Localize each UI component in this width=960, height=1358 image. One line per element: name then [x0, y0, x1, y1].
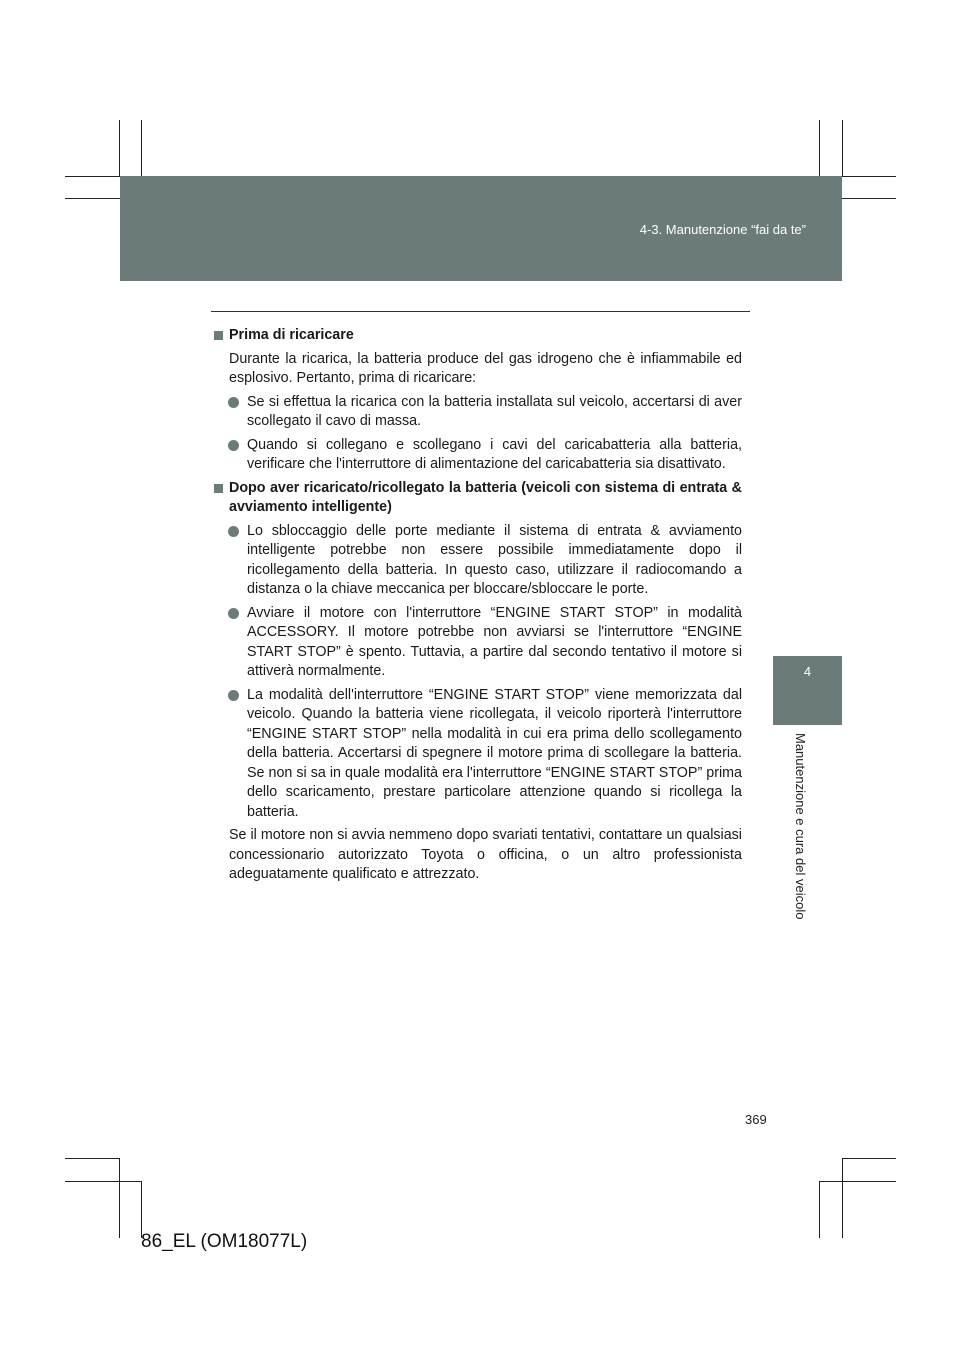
- crop-mark: [119, 120, 120, 176]
- list-item-text: Avviare il motore con l'interruttore “ENGINE START STOP” in modalità ACCESSORY. Il motore potrebbe non avviarsi se l'interruttore “ENGINE START STOP” è spento. Tuttavia, a partire dal secondo tentativo il motore si attiverà normalmente.: [247, 604, 742, 679]
- square-bullet-icon: [214, 484, 223, 493]
- heading-text: Dopo aver ricaricato/ricollegato la batteria (veicoli con sistema di entrata & avviamento intelligente): [229, 479, 742, 515]
- crop-mark: [65, 1181, 141, 1182]
- header-band: [120, 176, 842, 281]
- list-item: [214, 393, 742, 432]
- crop-mark: [65, 1158, 120, 1159]
- crop-mark: [65, 176, 120, 177]
- crop-mark: [842, 1158, 843, 1238]
- section-title: 4-3. Manutenzione “fai da te”: [639, 222, 806, 237]
- crop-mark: [819, 120, 820, 176]
- crop-mark: [819, 1181, 820, 1238]
- crop-mark: [819, 1181, 896, 1182]
- list-item-text: Quando si collegano e scollegano i cavi del caricabatteria alla batteria, verificare che l'interruttore di alimentazione del caricabatteria sia disattivato.: [247, 436, 742, 472]
- crop-mark: [119, 1158, 120, 1238]
- list-item: [214, 686, 742, 823]
- circle-bullet-icon: [228, 608, 239, 619]
- chapter-label-text: Manutenzione e cura del veicolo: [793, 733, 808, 920]
- circle-bullet-icon: [228, 440, 239, 451]
- document-code: 86_EL (OM18077L): [141, 1231, 308, 1252]
- list-item-text: Lo sbloccaggio delle porte mediante il sistema di entrata & avviamento intelligente potrebbe non essere possibile immediatamente dopo il ricollegamento della batteria. In questo caso, utilizzare il radiocomando a distanza o la chiave meccanica per bloccare/sbloccare le porte.: [247, 522, 742, 597]
- chapter-number: 4: [803, 664, 812, 679]
- list-item: [214, 604, 742, 682]
- circle-bullet-icon: [228, 397, 239, 408]
- crop-mark: [141, 120, 142, 176]
- paragraph: Se il motore non si avvia nemmeno dopo svariati tentativi, contattare un qualsiasi concessionario autorizzato Toyota o officina, o un altro professionista adeguatamente qualificato e attrezzato.: [229, 827, 742, 882]
- circle-bullet-icon: [228, 526, 239, 537]
- chapter-tab: [773, 656, 842, 725]
- heading-text: Prima di ricaricare: [229, 327, 354, 343]
- page-number: 369: [745, 1112, 767, 1127]
- list-item-text: La modalità dell'interruttore “ENGINE START STOP” viene memorizzata dal veicolo. Quando la batteria viene ricollegata, il veicolo riporterà l'interruttore “ENGINE START STOP” nella modalità in cui era prima dello scollegamento della batteria. Accertarsi di spegnere il motore prima di scollegare la batteria. Se non si sa in quale modalità era l'interruttore “ENGINE START STOP” prima dello scaricamento, prestare particolare attenzione quando si ricollega la batteria.: [247, 686, 742, 820]
- list-item-text: Se si effettua la ricarica con la batteria installata sul veicolo, accertarsi di aver scollegato il cavo di massa.: [247, 393, 742, 429]
- page-content: [214, 326, 742, 889]
- crop-mark: [842, 1158, 896, 1159]
- list-item: [214, 436, 742, 475]
- crop-mark: [842, 176, 896, 177]
- crop-mark: [65, 198, 120, 199]
- divider: [211, 311, 750, 312]
- crop-mark: [842, 198, 896, 199]
- section-after-charging: [214, 479, 742, 885]
- circle-bullet-icon: [228, 690, 239, 701]
- crop-mark: [842, 120, 843, 176]
- list-item: [214, 522, 742, 600]
- section-heading: [214, 326, 742, 346]
- section-heading: [214, 479, 742, 518]
- square-bullet-icon: [214, 331, 223, 340]
- section-before-charging: [214, 326, 742, 475]
- paragraph: Durante la ricarica, la batteria produce del gas idrogeno che è infiammabile ed esplosivo. Pertanto, prima di ricaricare:: [229, 350, 742, 386]
- crop-mark: [141, 1181, 142, 1238]
